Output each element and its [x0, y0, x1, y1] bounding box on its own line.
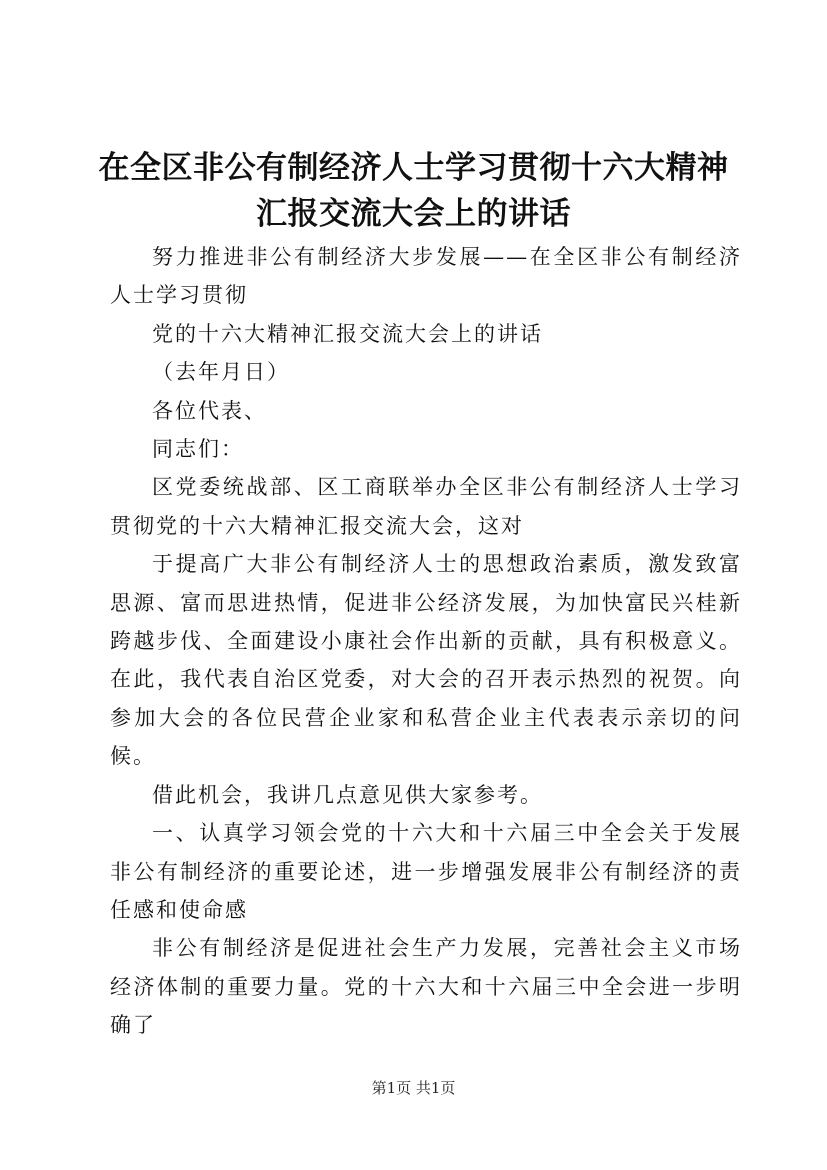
subtitle-paragraph: 努力推进非公有制经济大步发展——在全区非公有制经济人士学习贯彻 — [110, 245, 742, 308]
body-paragraph: 非公有制经济是促进社会生产力发展，完善社会主义市场经济体制的重要力量。党的十六大和十六届三中全会进一步明确了 — [110, 936, 742, 1038]
date-line: （去年月日） — [152, 360, 290, 385]
document-body — [110, 238, 742, 1045]
section-heading: 一、认真学习领会党的十六大和十六届三中全会关于发展非公有制经济的重要论述，进一步增强发展非公有制经济的责任感和使命感 — [110, 821, 742, 922]
document-title-line-1: 在全区非公有制经济人士学习贯彻十六大精神 — [98, 150, 729, 186]
body-paragraph: 借此机会，我讲几点意见供大家参考。 — [152, 782, 543, 807]
salutation-comrades: 同志们： — [152, 437, 244, 462]
document-title-line-2: 汇报交流大会上的讲话 — [256, 196, 571, 232]
body-paragraph: 区党委统战部、区工商联举办全区非公有制经济人士学习贯彻党的十六大精神汇报交流大会，这对 — [110, 475, 742, 538]
page-number: 第1页 共1页 — [371, 1079, 456, 1097]
subtitle-continuation: 党的十六大精神汇报交流大会上的讲话 — [152, 321, 543, 346]
salutation-representatives: 各位代表、 — [152, 398, 267, 423]
body-paragraph: 于提高广大非公有制经济人士的思想政治素质，激发致富思源、富而思进热情，促进非公经济发展，为加快富民兴桂新跨越步伐、全面建设小康社会作出新的贡献，具有积极意义。在此，我代表自治区党委，对大会的召开表示热烈的祝贺。向参加大会的各位民营企业家和私营企业主代表表示亲切的问候。 — [110, 552, 742, 769]
